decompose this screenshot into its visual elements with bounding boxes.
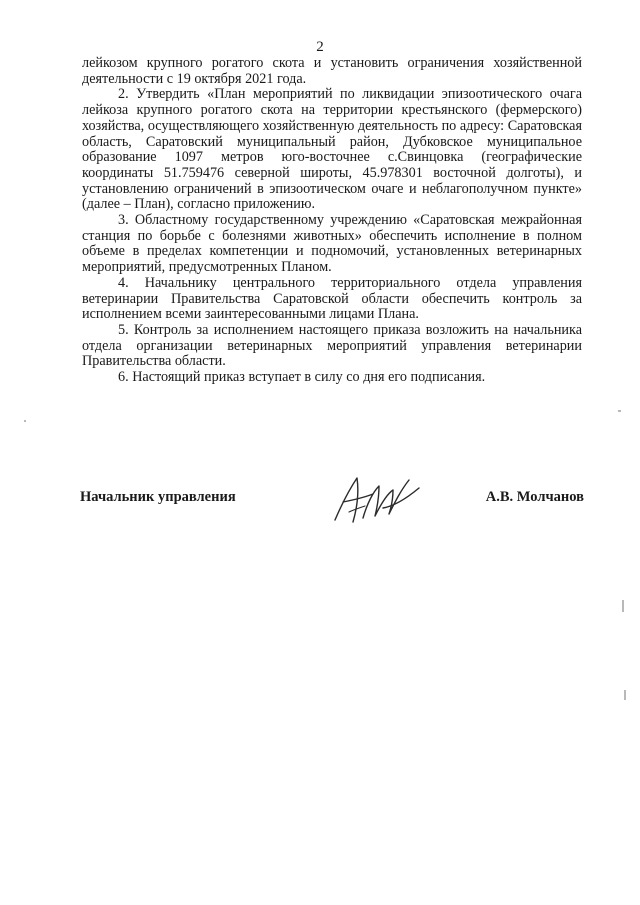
- scan-mark: [24, 420, 26, 422]
- handwritten-signature: [323, 468, 443, 530]
- paragraph-item-3: 3. Областному государственному учреждению «Саратовская межрайонная станция по борьбе с болезнями животных» обеспечить исполнение в полном объеме в пределах компетенции и подномочий, установленных ветеринарных мероприятий, предусмотренных Планом.: [82, 212, 582, 276]
- paragraph-item-6: 6. Настоящий приказ вступает в силу со дня его подписания.: [118, 369, 486, 386]
- scan-mark: [618, 410, 621, 412]
- paragraph-item-5: 5. Контроль за исполнением настоящего приказа возложить на начальника отдела организации ветеринарных мероприятий управления ветеринарии Правительства области.: [82, 321, 582, 370]
- page-number: 2: [316, 39, 324, 55]
- signatory-position: Начальник управления: [80, 489, 236, 505]
- scan-mark: [622, 600, 624, 612]
- paragraph-continuation: лейкозом крупного рогатого скота и установить ограничения хозяйственной деятельности с 19 октября 2021 года.: [82, 55, 582, 87]
- signature-block: [80, 468, 584, 538]
- document-body: [82, 56, 582, 386]
- scan-mark: [624, 690, 626, 700]
- paragraph-item-4: 4. Начальнику центрального территориального отдела управления ветеринарии Правительства Саратовской области обеспечить контроль за исполнением всеми заинтересованными лицами Плана.: [82, 274, 582, 323]
- paragraph-item-2: 2. Утвердить «План мероприятий по ликвидации эпизоотического очага лейкоза крупного рогатого скота на территории крестьянского (фермерского) хозяйства, осуществляющего хозяйственную деятельность по адресу: Саратовская область, Саратовский муниципальный район, Дубковское муниципальное образование 1097 метров юго-восточнее с.Свинцовка (географические координаты 51.759476 северной широты, 45.978301 восточной долготы), и установлению ограничений в эпизоотическом очаге и неблагополучном пункте» (далее – План), согласно приложению.: [82, 86, 582, 213]
- signatory-name: А.В. Молчанов: [485, 489, 584, 505]
